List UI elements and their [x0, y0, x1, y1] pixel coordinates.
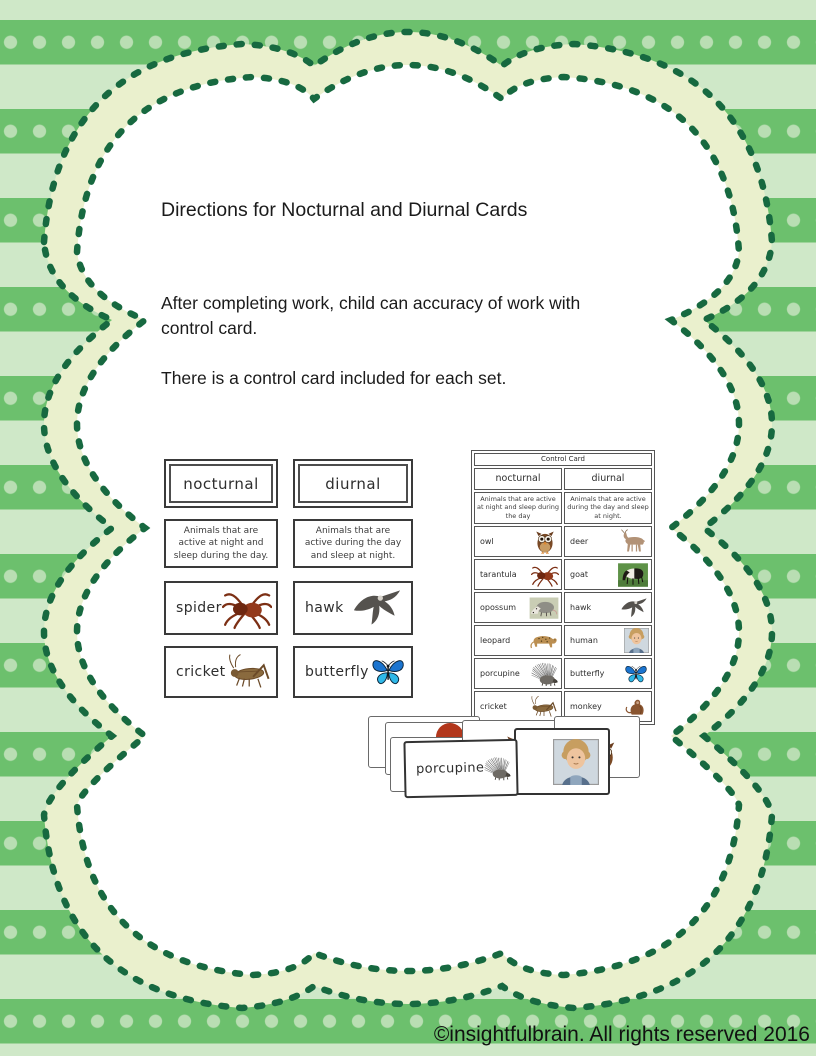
diurnal-column-header: diurnal — [564, 468, 652, 490]
owl-image — [531, 530, 559, 554]
owl-label: owl — [480, 537, 494, 546]
nocturnal-column-definition: Animals that are active at night and sleep during the day — [474, 492, 562, 524]
spider-image — [222, 586, 272, 630]
stacked-card-porcupine-label: porcupine — [415, 760, 485, 777]
porcupine-label: porcupine — [480, 669, 520, 678]
leopard-image — [529, 628, 559, 653]
definition-card-diurnal: Animals that are active during the day and sleep at night. — [293, 519, 413, 568]
control-row-leopard — [474, 625, 562, 656]
note-paragraph: There is a control card included for each set. — [161, 368, 507, 388]
control-row-opossum — [474, 592, 562, 623]
hawk-image — [347, 586, 407, 630]
picture-card-cricket — [164, 646, 278, 698]
tarantula-label: tarantula — [480, 570, 517, 579]
porcupine-image — [484, 743, 513, 792]
control-card-title: Control Card — [474, 453, 652, 466]
picture-card-hawk — [293, 581, 413, 635]
leopard-label: leopard — [480, 636, 511, 645]
deer-image — [619, 529, 649, 554]
porcupine-image — [531, 662, 559, 686]
diurnal-column-definition: Animals that are active during the day and sleep at night. — [564, 492, 652, 524]
hawk-image — [619, 596, 649, 620]
stacked-card-human — [514, 728, 610, 795]
picture-card-hawk-label: hawk — [305, 600, 344, 616]
deer-label: deer — [570, 537, 589, 546]
human-label: human — [570, 636, 598, 645]
control-card-diurnal-column — [564, 468, 652, 722]
control-card-nocturnal-column — [474, 468, 562, 722]
goat-label: goat — [570, 570, 589, 579]
tarantula-image — [531, 563, 559, 587]
control-row-owl — [474, 526, 562, 557]
monkey-image — [623, 695, 649, 719]
title-card-diurnal — [293, 459, 413, 508]
butterfly-image — [369, 650, 407, 694]
cricket-image — [529, 695, 559, 719]
title-card-nocturnal-label: nocturnal — [169, 464, 273, 503]
intro-paragraph: After completing work, child can accuracy of work with control card. — [161, 293, 581, 338]
cricket-image — [226, 651, 272, 693]
human-image — [553, 738, 599, 786]
human-image — [624, 628, 649, 653]
cricket-label: cricket — [480, 702, 507, 711]
tarantula-image-partial — [436, 723, 464, 738]
control-row-hawk — [564, 592, 652, 623]
stacked-card-porcupine — [403, 739, 518, 798]
control-row-deer — [564, 526, 652, 557]
page-title: Directions for Nocturnal and Diurnal Cards — [161, 199, 528, 221]
control-row-butterfly — [564, 658, 652, 689]
picture-card-spider — [164, 581, 278, 635]
goat-image — [617, 562, 649, 588]
picture-card-butterfly — [293, 646, 413, 698]
control-row-porcupine — [474, 658, 562, 689]
control-card — [471, 450, 655, 725]
copyright-text: ©insightfulbrain. All rights reserved 2016 — [433, 1023, 810, 1046]
hawk-label: hawk — [570, 603, 592, 612]
control-row-cricket — [474, 691, 562, 722]
butterfly-image — [623, 662, 649, 686]
nocturnal-column-header: nocturnal — [474, 468, 562, 490]
control-row-human — [564, 625, 652, 656]
picture-card-butterfly-label: butterfly — [305, 664, 369, 680]
monkey-label: monkey — [570, 702, 602, 711]
picture-card-cricket-label: cricket — [176, 664, 226, 680]
butterfly-label: butterfly — [570, 669, 605, 678]
title-card-nocturnal — [164, 459, 278, 508]
control-row-goat — [564, 559, 652, 590]
opossum-image — [529, 595, 559, 620]
picture-card-spider-label: spider — [176, 600, 222, 616]
title-card-diurnal-label: diurnal — [298, 464, 408, 503]
definition-card-nocturnal: Animals that are active at night and sleep during the day. — [164, 519, 278, 568]
control-row-tarantula — [474, 559, 562, 590]
opossum-label: opossum — [480, 603, 517, 612]
